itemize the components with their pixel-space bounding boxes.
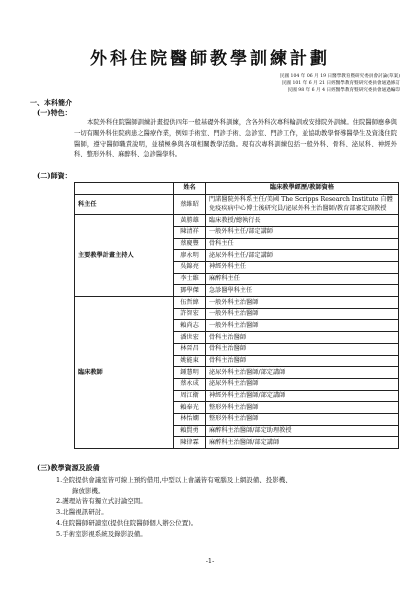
name-cell: 蔡慶豐	[174, 238, 206, 250]
name-cell: 伍哲緯	[174, 297, 206, 309]
name-cell: 陳清祥	[174, 226, 206, 238]
table-row	[75, 297, 399, 309]
list-item-text: 3.北醫視訊研討。	[56, 508, 108, 517]
qualification-cell: 神經外科主治醫師/部定講師	[206, 390, 399, 402]
section-heading: 一、本科簡介	[30, 98, 72, 107]
header-name: 姓名	[174, 183, 206, 195]
name-cell: 周江衛	[174, 390, 206, 402]
qualification-cell: 泌尿外科主治醫師/部定講師	[206, 367, 399, 379]
list-item	[56, 529, 401, 540]
list-item	[56, 475, 401, 496]
qualification-cell: 麻醉科主治醫師/部定講師	[206, 437, 399, 449]
name-cell: 吳錦亮	[174, 262, 206, 274]
name-cell: 林怡嫻	[174, 413, 206, 425]
list-item	[56, 496, 401, 507]
list-item-text: 2.護理站皆有獨立式討論空間。	[56, 497, 147, 506]
table-header-row	[75, 183, 399, 195]
name-cell: 姚能東	[174, 355, 206, 367]
qualification-cell: 臨床教授/總執行長	[206, 215, 399, 227]
name-cell: 賴賢勇	[174, 425, 206, 437]
qualification-cell: 泌尿外科主任/部定講師	[206, 250, 399, 262]
revision-notes	[280, 73, 400, 95]
feature-heading: (一)特色：	[37, 108, 72, 117]
qualification-cell: 骨科主任	[206, 238, 399, 250]
name-cell: 蔡維昭	[174, 194, 206, 215]
feature-text: 本院外科住院醫師訓練計畫提供四年一般基礎外科訓練，含各外科次專科輪訓或安排院外訓練。住院醫師應參與一切有關外科住院病患之醫療作業，例如手術室、門診手術、急診室、門診工作，並協助教學督導醫學生及資淺住院醫師，遵守醫師職責說明，並積極參與各項相關教學活動。現有次專科訓練包括一般外科、骨科、泌尿科、神經外科、整形外科、麻醉科、急診醫學科。	[74, 119, 397, 159]
staff-heading: (二)師資：	[37, 171, 72, 180]
qualification-cell: 整形外科主治醫師	[206, 413, 399, 425]
qualification-cell: 麻醉科主任	[206, 273, 399, 285]
list-item	[56, 518, 401, 529]
header-qualification: 臨床教學經歷/教師資格	[206, 183, 399, 195]
name-cell: 蔡永成	[174, 378, 206, 390]
list-item-text: 1.全院提供會議室皆可線上預約借用,中型以上會議皆有電腦及上網設備、投影機、	[56, 476, 292, 484]
name-cell: 鄧學傑	[174, 285, 206, 297]
qualification-cell: 一般外科主治醫師	[206, 308, 399, 320]
qualification-cell: 泌尿外科主治醫師	[206, 378, 399, 390]
staff-table	[74, 182, 399, 449]
table-row	[75, 194, 399, 215]
name-cell: 賴尚志	[174, 320, 206, 332]
name-cell: 許智宏	[174, 308, 206, 320]
header-role	[75, 183, 174, 195]
qualification-cell: 門諾醫院外科系主任/美國 The Scripps Research Institute 自體免疫疾病中心博士後研究員/泌尿外科主治醫師/教育部審定副教授	[206, 194, 399, 215]
qualification-cell: 一般外科主治醫師	[206, 297, 399, 309]
qualification-cell: 一般外科主治醫師	[206, 320, 399, 332]
list-item-text: 4.住院醫師研讀室(提供住院醫師個人辦公位置)。	[56, 518, 198, 527]
qualification-cell: 神經外科主任	[206, 262, 399, 274]
list-item-continuation: 錄放影機。	[72, 486, 105, 495]
table-row	[75, 215, 399, 227]
page-number: -1-	[205, 557, 215, 565]
list-item	[56, 507, 401, 518]
name-cell: 陳律霖	[174, 437, 206, 449]
qualification-cell: 麻醉科主治醫師/部定助理教授	[206, 425, 399, 437]
name-cell: 潘世宏	[174, 332, 206, 344]
resources-list	[56, 475, 401, 539]
role-cell: 臨床教師	[75, 297, 174, 449]
qualification-cell: 急診醫學科主任	[206, 285, 399, 297]
revision-note: 民國 101 年 6 月 21 日經醫學教育暨研究委員會通過修訂	[281, 81, 400, 87]
revision-note: 民國 98 年 6 月 4 日經醫學教育暨研究委員會通過編印	[287, 88, 400, 94]
name-cell: 賴奉光	[174, 402, 206, 414]
name-cell: 鍾慧明	[174, 367, 206, 379]
qualification-cell: 整形外科主治醫師	[206, 402, 399, 414]
document-title: 外科住院醫師教學訓練計劃	[90, 49, 330, 69]
role-cell: 主要教學計畫主持人	[75, 215, 174, 297]
name-cell: 李士維	[174, 273, 206, 285]
qualification-cell: 骨科主治醫師	[206, 332, 399, 344]
feature-paragraph	[74, 118, 397, 161]
qualification-cell: 一般外科主任/部定講師	[206, 226, 399, 238]
name-cell: 廖永明	[174, 250, 206, 262]
role-cell: 科主任	[75, 194, 174, 215]
name-cell: 黃勝雄	[174, 215, 206, 227]
resources-heading: (三)教學資源及設備	[37, 463, 100, 472]
revision-note: 民國 104 年 06 月 19 日醫學教育暨研究委員會討論(草案)	[279, 74, 400, 79]
qualification-cell: 骨科主治醫師	[206, 343, 399, 355]
list-item-text: 5.手術室影視系統及錄影設備。	[56, 529, 147, 538]
name-cell: 林晉昌	[174, 343, 206, 355]
qualification-cell: 骨科主治醫師	[206, 355, 399, 367]
